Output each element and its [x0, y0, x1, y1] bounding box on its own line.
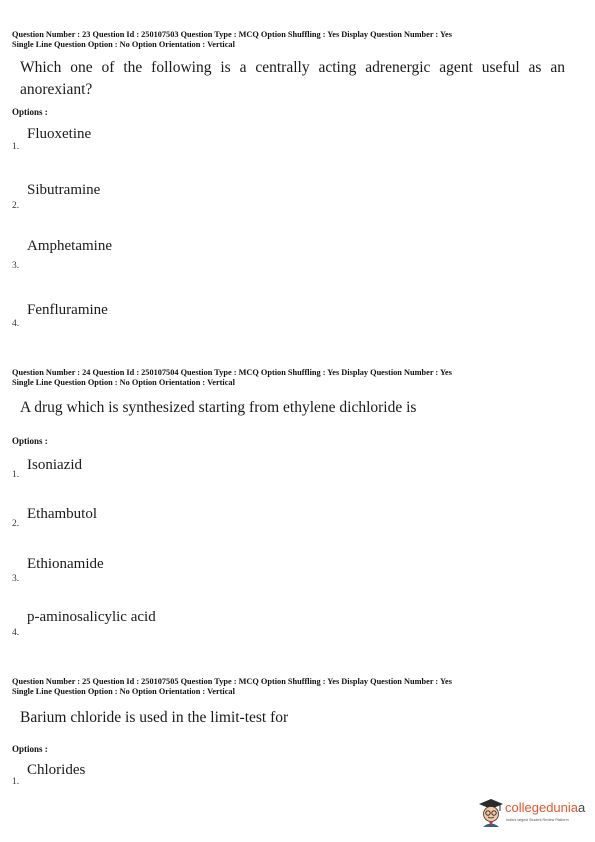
- option-number: 1.: [12, 470, 20, 480]
- collegedunia-logo: collegeduniaa India's largest Student Review Platform: [478, 796, 588, 832]
- option-number: 2.: [12, 519, 20, 529]
- option-number: 4.: [12, 319, 20, 329]
- question-meta: Question Number : 23 Question Id : 250107503 Question Type : MCQ Option Shuffling : Yes Display Question Number : Yes Single Line Question Option : No Option Orientation : Vertical: [12, 30, 452, 49]
- question-text: A drug which is synthesized starting from ethylene dichloride is: [20, 399, 417, 416]
- option-text: p-aminosalicylic acid: [27, 609, 156, 625]
- question-text: Which one of the following is a centrally acting adrenergic agent useful as an anorexiant?: [20, 59, 565, 98]
- options-label: Options :: [12, 107, 48, 117]
- option-number: 1.: [12, 142, 20, 152]
- option-number: 4.: [12, 628, 20, 638]
- question-meta: Question Number : 25 Question Id : 250107505 Question Type : MCQ Option Shuffling : Yes Display Question Number : Yes Single Line Question Option : No Option Orientation : Vertical: [12, 677, 452, 696]
- question-text: Barium chloride is used in the limit-test for: [20, 709, 289, 726]
- options-label: Options :: [12, 436, 48, 446]
- option-text: Sibutramine: [27, 182, 101, 198]
- option-text: Fluoxetine: [27, 126, 92, 142]
- option-number: 3.: [12, 261, 20, 271]
- option-text: Ethionamide: [27, 556, 104, 572]
- student-mascot-icon: [478, 798, 504, 828]
- question-meta: Question Number : 24 Question Id : 250107504 Question Type : MCQ Option Shuffling : Yes Display Question Number : Yes Single Line Question Option : No Option Orientation : Vertical: [12, 368, 452, 387]
- options-label: Options :: [12, 744, 48, 754]
- option-text: Chlorides: [27, 762, 86, 778]
- option-text: Fenfluramine: [27, 302, 108, 318]
- option-number: 1.: [12, 777, 20, 787]
- option-number: 2.: [12, 201, 20, 211]
- option-text: Amphetamine: [27, 238, 112, 254]
- option-text: Ethambutol: [27, 506, 97, 522]
- option-number: 3.: [12, 574, 20, 584]
- option-text: Isoniazid: [27, 457, 82, 473]
